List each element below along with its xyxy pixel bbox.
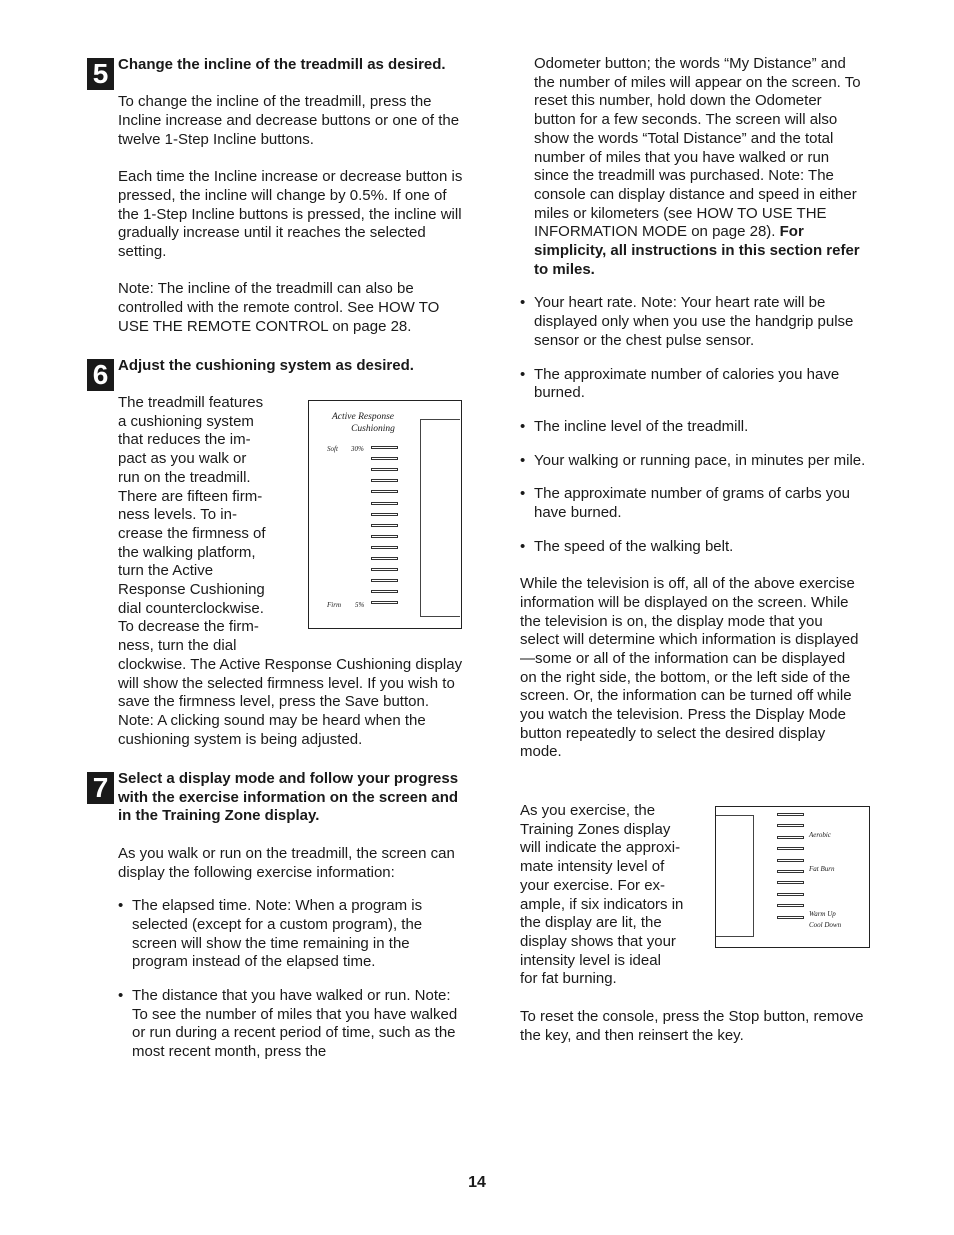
- reset-paragraph-block: [520, 1008, 866, 1045]
- step-5-heading: Change the incline of the treadmill as desired.: [118, 56, 446, 73]
- zone-line: will indicate the approxi-: [520, 839, 681, 857]
- wrap-line: run on the treadmill.: [118, 468, 251, 486]
- level-indicator: [777, 904, 804, 907]
- level-indicator: [777, 881, 804, 884]
- zone-label-fat-burn: Fat Burn: [809, 865, 835, 873]
- step-7-heading: Select a display mode and follow your progress with the exercise information on the screen and in the Training Zone display.: [118, 770, 459, 825]
- bullet-speed: • The speed of the walking belt.: [520, 538, 866, 557]
- zone-line: display shows that your: [520, 932, 676, 950]
- wrap-line: dial counterclockwise.: [118, 599, 264, 617]
- level-indicator: [371, 513, 398, 516]
- level-indicator: [371, 490, 398, 493]
- step-6-tail-text: clockwise. The Active Response Cushioning display will show the selected firmness level. If you wish to save the firmness level, press the Save button. Note: A clicking sound may be heard when the cushioning system is being adjusted.: [118, 656, 463, 748]
- bullet-incline: • The incline level of the treadmill.: [520, 418, 866, 437]
- wrap-line: ness, turn the dial: [118, 637, 237, 655]
- level-indicator: [371, 502, 398, 505]
- zone-line: your exercise. For ex-: [520, 876, 666, 894]
- zone-line: ample, if six indicators in: [520, 895, 684, 913]
- level-indicator: [777, 847, 804, 850]
- wrap-line: pact as you walk or: [118, 450, 247, 468]
- zone-line: Training Zones display: [520, 820, 671, 838]
- level-indicator: [371, 535, 398, 538]
- wrap-line: Response Cushioning: [118, 581, 265, 599]
- zone-label-cool-down: Cool Down: [809, 921, 842, 929]
- level-indicator: [371, 579, 398, 582]
- step-7-right-column: [520, 55, 870, 762]
- training-zone-wrap-text: [520, 802, 710, 989]
- step-7-left-column: [118, 770, 468, 1062]
- bullet-pace: • Your walking or running pace, in minutes per mile.: [520, 452, 866, 471]
- step-6-heading-block: [118, 357, 468, 376]
- training-zones-display: [715, 806, 870, 948]
- step-5-para-1: To change the incline of the treadmill, press the Incline increase and decrease buttons or one of the twelve 1-Step Incline buttons.: [118, 93, 460, 148]
- level-indicator: [777, 824, 804, 827]
- zone-label-aerobic: Aerobic: [809, 831, 831, 839]
- wrap-line: a cushioning system: [118, 412, 254, 430]
- level-indicator: [777, 836, 804, 839]
- bullet-distance-continued: Odometer button; the words “My Distance” and the number of miles will appear on the screen. To reset this number, hold down the Odometer button for a few seconds. The screen will also show the words “Total Distance” and the total number of miles that you have walked or run since the treadmill was purchased. Note: The console can display distance and speed in either miles or kilometers (see HOW TO USE THE INFORMATION MODE on page 28). For simplicity, all instructions in this section refer to miles.: [534, 55, 861, 278]
- step-6-wrap-text: [118, 394, 298, 656]
- training-zones-frame: [716, 815, 754, 937]
- step-5-para-2: Each time the Incline increase or decrease button is pressed, the incline will change by 0.5%. If one of the 1-Step Incline buttons is pressed, the incline will gradually increase until it reaches the selected setting.: [118, 168, 463, 260]
- television-paragraph: While the television is off, all of the above exercise information will be displayed on the screen. While the television is on, the display mode that you select will determine which information is displayed—some or all of the information can be displayed on the right side, the bottom, or the left side of the screen. Or, the information can be turned off while you watch the television. Press the Display Mode button repeatedly to select the desired display mode.: [520, 575, 859, 761]
- level-indicator: [777, 893, 804, 896]
- zone-line: for fat burning.: [520, 970, 617, 988]
- level-indicator: [777, 870, 804, 873]
- zone-line: mate intensity level of: [520, 858, 665, 876]
- level-indicator: [777, 813, 804, 816]
- wrap-line: ness levels. To in-: [118, 506, 237, 524]
- cushioning-title-2: Cushioning: [351, 424, 395, 434]
- level-indicator: [371, 524, 398, 527]
- zone-line: As you exercise, the: [520, 802, 656, 819]
- step-5-content: [118, 56, 468, 337]
- zone-line: the display are lit, the: [520, 914, 662, 932]
- step-5-para-3: Note: The incline of the treadmill can also be controlled with the remote control. See HOW TO USE THE REMOTE CONTROL on page 28.: [118, 280, 440, 335]
- wrap-line: the walking platform,: [118, 543, 256, 561]
- cushioning-display: [308, 400, 462, 629]
- miles-note: For simplicity, all instructions in this section refer to miles.: [534, 223, 860, 278]
- bullet-elapsed-time: • The elapsed time. Note: When a program is selected (except for a custom program), the screen will show the time remaining in the program instead of the elapsed time.: [118, 897, 462, 972]
- reset-paragraph: To reset the console, press the Stop button, remove the key, and then reinsert the key.: [520, 1008, 864, 1044]
- level-indicator: [371, 557, 398, 560]
- cushioning-title-1: Active Response: [332, 412, 394, 422]
- zone-line: intensity level is ideal: [520, 951, 661, 969]
- level-indicator: [371, 479, 398, 482]
- step-7-intro: As you walk or run on the treadmill, the screen can display the following exercise information:: [118, 844, 455, 881]
- wrap-line: The treadmill features: [118, 394, 264, 411]
- step-number-5: 5: [87, 58, 114, 90]
- firm-label: Firm: [327, 601, 341, 609]
- soft-value: 30%: [351, 445, 364, 453]
- wrap-line: crease the firmness of: [118, 524, 266, 542]
- wrap-line: that reduces the im-: [118, 431, 251, 449]
- level-indicator: [371, 601, 398, 604]
- level-indicator: [777, 859, 804, 862]
- firm-value: 5%: [355, 601, 365, 609]
- level-indicator: [371, 590, 398, 593]
- zone-label-warm-up: Warm Up: [809, 910, 836, 918]
- step-number-7: 7: [87, 772, 114, 804]
- bullet-calories: • The approximate number of calories you have burned.: [520, 366, 866, 403]
- level-indicator: [371, 546, 398, 549]
- bullet-heart-rate: • Your heart rate. Note: Your heart rate will be displayed only when you use the handgrip pulse sensor or the chest pulse sensor.: [520, 294, 866, 350]
- wrap-line: There are fifteen firm-: [118, 487, 263, 505]
- level-indicator: [371, 468, 398, 471]
- level-indicator: [371, 457, 398, 460]
- wrap-line: To decrease the firm-: [118, 618, 259, 636]
- cushioning-display-frame: [420, 419, 460, 617]
- soft-label: Soft: [327, 445, 338, 453]
- level-indicator: [371, 446, 398, 449]
- step-6-heading: Adjust the cushioning system as desired.: [118, 357, 414, 374]
- bullet-distance: • The distance that you have walked or run. Note: To see the number of miles that you have walked or run during a recent period of time, such as the most recent month, press the: [118, 987, 462, 1062]
- page-number: 14: [468, 1174, 486, 1191]
- step-6-tail: [118, 656, 468, 750]
- level-indicator: [371, 568, 398, 571]
- bullet-carbs: • The approximate number of grams of carbs you have burned.: [520, 485, 866, 522]
- wrap-line: turn the Active: [118, 562, 214, 580]
- level-indicator: [777, 916, 804, 919]
- step-number-6: 6: [87, 359, 114, 391]
